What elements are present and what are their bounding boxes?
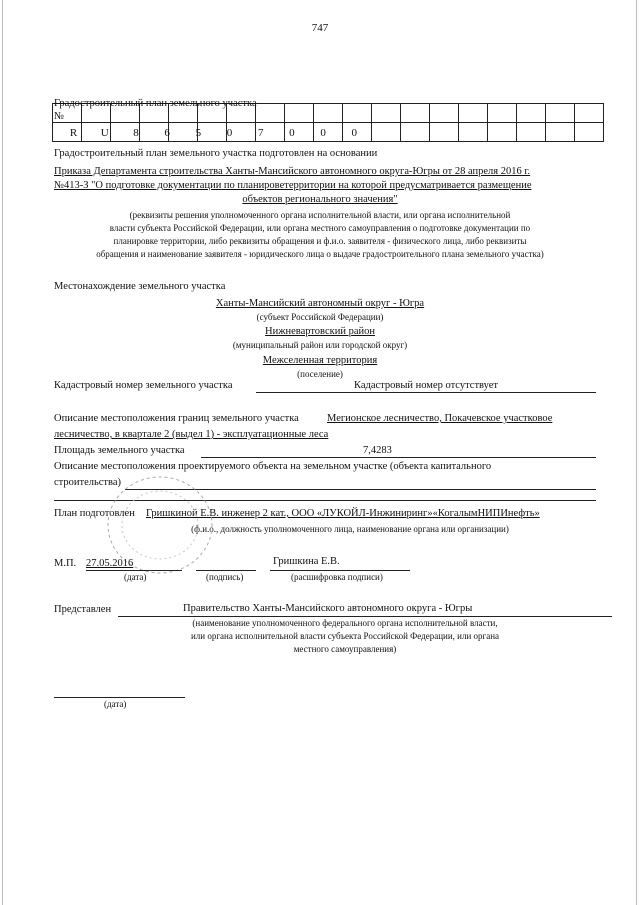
presented-note-2: или органа исполнительной власти субъекта Российской Федерации, или органа (190, 631, 500, 641)
code-char: 0 (351, 127, 358, 139)
order-line-1: Приказа Департамента строительства Ханты-Мансийского автономного округа-Югры от 28 апреля 2016 г. (54, 166, 531, 177)
boundaries-label: Описание местоположения границ земельного участка (54, 413, 299, 424)
cadastral-label: Кадастровый номер земельного участка (54, 380, 233, 391)
basis-note-4: обращения и наименование заявителя - юридического лица о выдаче градостроительного плана земельного участка) (96, 249, 544, 259)
mp-label: М.П. (54, 558, 77, 569)
footer-date-underline (54, 697, 185, 698)
sign-note: (подпись) (206, 572, 244, 582)
code-char: 0 (226, 127, 233, 139)
code-char: U (100, 127, 109, 139)
boundaries-value-1: Мегионское лесничество, Покачевское участковое (327, 413, 553, 424)
code-char: 8 (133, 127, 139, 139)
signature-name: Гришкина Е.В. (273, 556, 340, 567)
object-desc-line-1: Описание местоположения проектируемого объекта на земельном участке (объекта капитального (54, 461, 492, 472)
cadastral-underline (256, 392, 596, 393)
area-underline (201, 457, 596, 458)
name-note: (расшифровка подписи) (291, 572, 383, 582)
footer-date-note: (дата) (104, 699, 127, 709)
plan-grid-title: Градостроительный план земельного участка (54, 98, 257, 109)
code-char: R (69, 127, 78, 139)
object-desc-line-2: строительства) (54, 477, 121, 488)
basis-note-1: (реквизиты решения уполномоченного органа исполнительной власти, или органа исполнительной (129, 210, 511, 220)
prepared-value: Гришкиной Е.В. инженер 2 кат., ООО «ЛУКОЙЛ-Инжиниринг»«КогалымНИПИнефть» (146, 508, 540, 519)
location-district: Нижневартовский район (265, 326, 375, 337)
cadastral-value: Кадастровый номер отсутствует (353, 380, 499, 391)
plan-code (58, 127, 370, 139)
order-line-2: №413-З "О подготовке документации по планироветерритории на которой предусматривается размещение (54, 180, 532, 191)
boundaries-value-2: лесничество, в квартале 2 (выдел 1) - эксплуатационные леса (54, 429, 329, 440)
date-underline (86, 570, 182, 571)
code-char: 5 (195, 127, 202, 139)
location-label: Местонахождение земельного участка (54, 281, 226, 292)
prepared-note: (ф.и.о., должность уполномоченного лица, наименование органа или организации) (191, 524, 509, 534)
area-value: 7,4283 (363, 445, 392, 456)
code-char: 7 (257, 127, 264, 139)
basis-note-3: планировке территории, либо реквизиты обращения и ф.и.о. заявителя - физического лица, либо реквизиты (113, 236, 527, 246)
presented-label: Представлен (54, 604, 112, 615)
basis-note-2: власти субъекта Российской Федерации, или органа местного самоуправления о подготовке документации по (109, 223, 531, 233)
date-note: (дата) (124, 572, 147, 582)
presented-note-1: (наименование уполномоченного федерального органа исполнительной власти, (192, 618, 498, 628)
presented-underline (118, 616, 612, 617)
presented-value: Правительство Ханты-Мансийского автономного округа - Югры (183, 603, 473, 614)
signature-date: 27.05.2016 (86, 558, 134, 569)
page-number: 747 (311, 22, 329, 34)
location-settlement: Межселенная территория (262, 355, 378, 366)
region-note: (субъект Российской Федерации) (256, 312, 384, 322)
sign-underline (196, 570, 256, 571)
order-line-3: объектов регионального значения" (242, 194, 398, 205)
basis-intro: Градостроительный план земельного участка подготовлен на основании (54, 148, 378, 159)
number-sign: № (54, 111, 65, 122)
settlement-note: (поселение) (297, 369, 343, 379)
district-note: (муниципальный район или городской округ) (232, 340, 408, 350)
name-underline (270, 570, 410, 571)
prepared-label: План подготовлен (54, 508, 135, 519)
area-label: Площадь земельного участка (54, 445, 185, 456)
scan-right-edge (636, 0, 637, 905)
code-char: 6 (164, 127, 170, 139)
presented-note-3: местного самоуправления) (293, 644, 397, 654)
code-char: 0 (289, 127, 295, 139)
location-region: Ханты-Мансийский автономный округ - Югра (215, 298, 425, 309)
scan-left-edge (2, 0, 3, 905)
code-char: 0 (320, 127, 326, 139)
